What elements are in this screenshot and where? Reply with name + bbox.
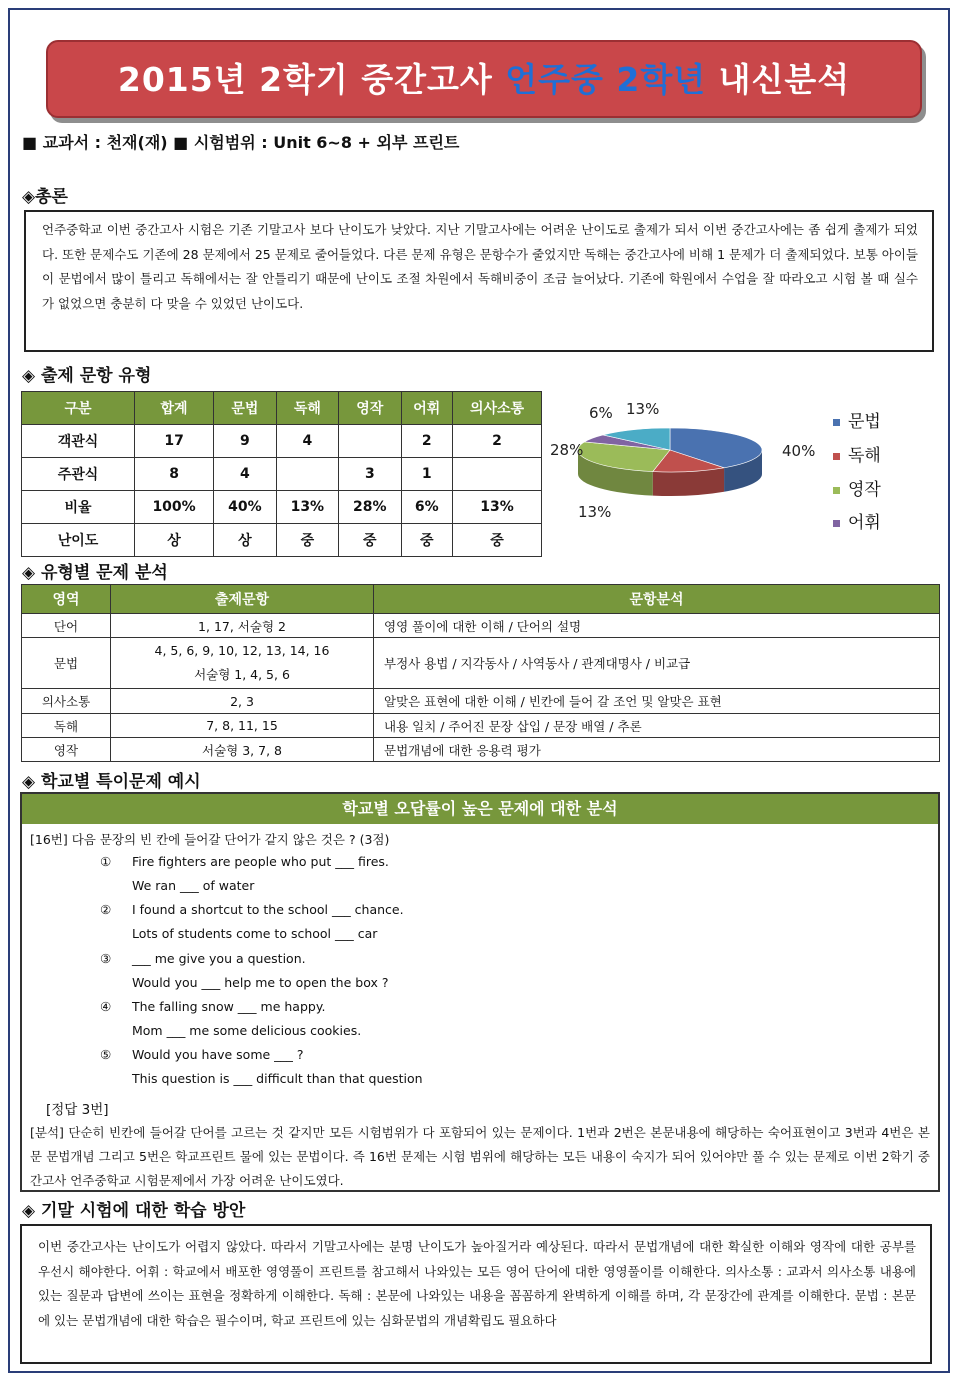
- example-box: [20, 792, 940, 1192]
- textbook-range-line: ■ 교과서 : 천재(재) ■ 시험범위 : Unit 6~8 + 외부 프린트: [22, 133, 460, 152]
- title-part1: 2015년 2학기 중간고사: [117, 60, 506, 99]
- table-cell: 9: [214, 425, 276, 458]
- legend-label: 어휘: [848, 513, 881, 533]
- option-line: Fire fighters are people who put ___ fires.: [132, 854, 389, 869]
- types-header-cell: 영작: [339, 392, 401, 425]
- table-cell: 40%: [214, 491, 276, 524]
- question-text: [16번] 다음 문장의 빈 칸에 들어갈 단어가 같지 않은 것은 ? (3점): [30, 832, 390, 847]
- desc-cell: 문법개념에 대한 응용력 평가: [374, 738, 940, 762]
- items-cell: 서술형 3, 7, 8: [111, 738, 374, 762]
- pie-label: 13%: [626, 400, 660, 418]
- table-row: [22, 524, 542, 557]
- table-row: [22, 738, 940, 762]
- plan-text: 이번 중간고사는 난이도가 어렵지 않았다. 따라서 기말고사에는 분명 난이도가 높아질거라 예상된다. 따라서 문법개념에 대한 확실한 이해와 영작에 대한 공부를 우선시 해야한다. 어휘 : 학교에서 배포한 영영풀이 프린트를 참고해서 나와있는 모든 영어 단어에 대한 영영풀이를 이해한다. 의사소통 : 교과서 의사소통 내용에 있는 질문과 답변에 쓰이는 표현을 정확하게 이해한다. 독해 : 본문에 나와있는 내용을 꼼꼼하게 완벽하게 이해를 하며, 각 문장간에 관계를 이해한다. 문법 : 본문에 있는 문법개념에 대한 학습은 필수이며, 학교 프린트에 있는 심화문법의 개념확립도 필요하다: [20, 1224, 932, 1364]
- table-cell: [276, 458, 338, 491]
- table-cell: 4: [214, 458, 276, 491]
- area-cell: 영작: [22, 738, 111, 762]
- area-cell: 독해: [22, 714, 111, 738]
- pie-label: 13%: [578, 503, 612, 521]
- option-line: Mom ___ me some delicious cookies.: [132, 1023, 362, 1038]
- table-cell: 난이도: [22, 524, 135, 557]
- items-cell: 7, 8, 11, 15: [111, 714, 374, 738]
- table-cell: 중: [276, 524, 338, 557]
- table-cell: 8: [135, 458, 214, 491]
- types-header-cell: 독해: [276, 392, 338, 425]
- legend-swatch: [833, 419, 840, 426]
- option-line: ___ me give you a question.: [132, 951, 306, 966]
- table-cell: 중: [453, 524, 542, 557]
- legend-item: [833, 475, 881, 500]
- example-box-title: 학교별 오답률이 높은 문제에 대한 분석: [22, 794, 938, 824]
- table-row: [22, 614, 940, 638]
- table-cell: 100%: [135, 491, 214, 524]
- types-header-row: [22, 392, 542, 425]
- legend-swatch: [833, 487, 840, 494]
- area-cell: 문법: [22, 638, 111, 689]
- items-cell: 1, 17, 서술형 2: [111, 614, 374, 638]
- title-part2: 내신분석: [706, 60, 851, 99]
- area-cell: 단어: [22, 614, 111, 638]
- legend-item: [833, 508, 881, 533]
- types-header-cell: 어휘: [401, 392, 452, 425]
- table-cell: 주관식: [22, 458, 135, 491]
- table-cell: 13%: [276, 491, 338, 524]
- table-row: [22, 638, 940, 689]
- table-row: [22, 491, 542, 524]
- items-cell: 2, 3: [111, 689, 374, 714]
- analysis-header-cell: 문항분석: [374, 585, 940, 614]
- table-row: [22, 714, 940, 738]
- table-cell: 중: [339, 524, 401, 557]
- desc-cell: 내용 일치 / 주어진 문장 삽입 / 문장 배열 / 추론: [374, 714, 940, 738]
- pie-label: 40%: [782, 442, 816, 460]
- analysis-header-cell: 영역: [22, 585, 111, 614]
- types-header-cell: 의사소통: [453, 392, 542, 425]
- option-number: ④: [100, 999, 112, 1014]
- title-banner: [46, 40, 922, 118]
- pie-label: 6%: [589, 404, 613, 422]
- types-header-cell: 구분: [22, 392, 135, 425]
- items-cell: [111, 638, 374, 689]
- items-line: 서술형 1, 4, 5, 6: [194, 667, 290, 682]
- legend-label: 독해: [848, 446, 881, 466]
- analysis-table: [21, 584, 940, 762]
- table-cell: 3: [339, 458, 401, 491]
- option-line: The falling snow ___ me happy.: [132, 999, 326, 1014]
- types-table: [21, 391, 542, 557]
- table-cell: 객관식: [22, 425, 135, 458]
- title-highlight: 언주중 2학년: [505, 60, 707, 99]
- table-cell: 13%: [453, 491, 542, 524]
- desc-cell: 알맞은 표현에 대한 이해 / 빈칸에 들어 갈 조언 및 알맞은 표현: [374, 689, 940, 714]
- table-cell: 중: [401, 524, 452, 557]
- pie-label: 28%: [550, 441, 584, 459]
- option-number: ①: [100, 854, 112, 869]
- table-cell: 비율: [22, 491, 135, 524]
- types-heading: ◈ 출제 문항 유형: [22, 366, 152, 386]
- table-cell: 17: [135, 425, 214, 458]
- table-cell: 1: [401, 458, 452, 491]
- types-header-cell: 합계: [135, 392, 214, 425]
- analysis-heading: ◈ 유형별 문제 분석: [22, 563, 168, 583]
- analysis-header-cell: 출제문항: [111, 585, 374, 614]
- desc-cell: 부정사 용법 / 지각동사 / 사역동사 / 관계대명사 / 비교급: [374, 638, 940, 689]
- table-cell: 2: [453, 425, 542, 458]
- table-row: [22, 425, 542, 458]
- table-cell: 4: [276, 425, 338, 458]
- legend-label: 영작: [848, 480, 881, 500]
- option-line: Would you have some ___ ?: [132, 1047, 304, 1062]
- table-cell: 6%: [401, 491, 452, 524]
- option-line: I found a shortcut to the school ___ chance.: [132, 902, 404, 917]
- legend-swatch: [833, 453, 840, 460]
- example-heading: ◈ 학교별 특이문제 예시: [22, 772, 201, 792]
- legend-item: [833, 441, 881, 466]
- area-cell: 의사소통: [22, 689, 111, 714]
- plan-heading: ◈ 기말 시험에 대한 학습 방안: [22, 1201, 246, 1221]
- legend-label: 문법: [848, 412, 881, 432]
- analysis-header-row: [22, 585, 940, 614]
- overview-text: 언주중학교 이번 중간고사 시험은 기존 기말고사 보다 난이도가 낮았다. 지난 기말고사에는 어려운 난이도로 출제가 되서 이번 중간고사에는 좀 쉽게 출제가 되었다. 또한 문제수도 기존에 28 문제에서 25 문제로 줄어들었다. 다른 문제 유형은 문항수가 줄었지만 독해는 중간고사에 비해 1 문제가 더 출제되었다. 보통 아이들이 문법에서 많이 틀리고 독해에서는 잘 안틀리기 때문에 난이도 조절 차원에서 독해비중이 조금 늘어났다. 기존에 학원에서 수업을 잘 따라오고 시험 볼 때 실수가 없었으면 충분히 다 맞을 수 있었던 난이도다.: [24, 210, 934, 352]
- table-row: [22, 689, 940, 714]
- table-cell: 상: [214, 524, 276, 557]
- option-number: ③: [100, 951, 112, 966]
- overview-heading: ◈총론: [22, 187, 68, 207]
- option-line: This question is ___ difficult than that question: [132, 1071, 423, 1086]
- types-header-cell: 문법: [214, 392, 276, 425]
- pie-chart: [575, 420, 790, 510]
- items-line: 4, 5, 6, 9, 10, 12, 13, 14, 16: [154, 643, 330, 658]
- legend-swatch: [833, 520, 840, 527]
- option-number: ⑤: [100, 1047, 112, 1062]
- table-cell: [453, 458, 542, 491]
- table-cell: [339, 425, 401, 458]
- table-cell: 28%: [339, 491, 401, 524]
- analysis-text: [분석] 단순히 빈칸에 들어갈 단어를 고르는 것 같지만 모든 시험범위가 다 포함되어 있는 문제이다. 1번과 2번은 본문내용에 해당하는 숙어표현이고 3번과 4번은 본문 문법개념 그리고 5번은 학교프린트 물에 있는 문법이다. 즉 16번 문제는 시험 범위에 해당하는 모든 내용이 숙지가 되어 있어야만 풀 수 있는 문제로 이번 2학기 중간고사 언주중학교 시험문제에서 가장 어려운 난이도였다.: [30, 1125, 930, 1188]
- desc-cell: 영영 풀이에 대한 이해 / 단어의 설명: [374, 614, 940, 638]
- table-cell: 2: [401, 425, 452, 458]
- option-line: Would you ___ help me to open the box ?: [132, 975, 389, 990]
- table-row: [22, 458, 542, 491]
- option-number: ②: [100, 902, 112, 917]
- option-line: We ran ___ of water: [132, 878, 255, 893]
- table-cell: 상: [135, 524, 214, 557]
- answer-text: [정답 3번]: [46, 1102, 109, 1118]
- legend-item: [833, 407, 881, 432]
- option-line: Lots of students come to school ___ car: [132, 926, 378, 941]
